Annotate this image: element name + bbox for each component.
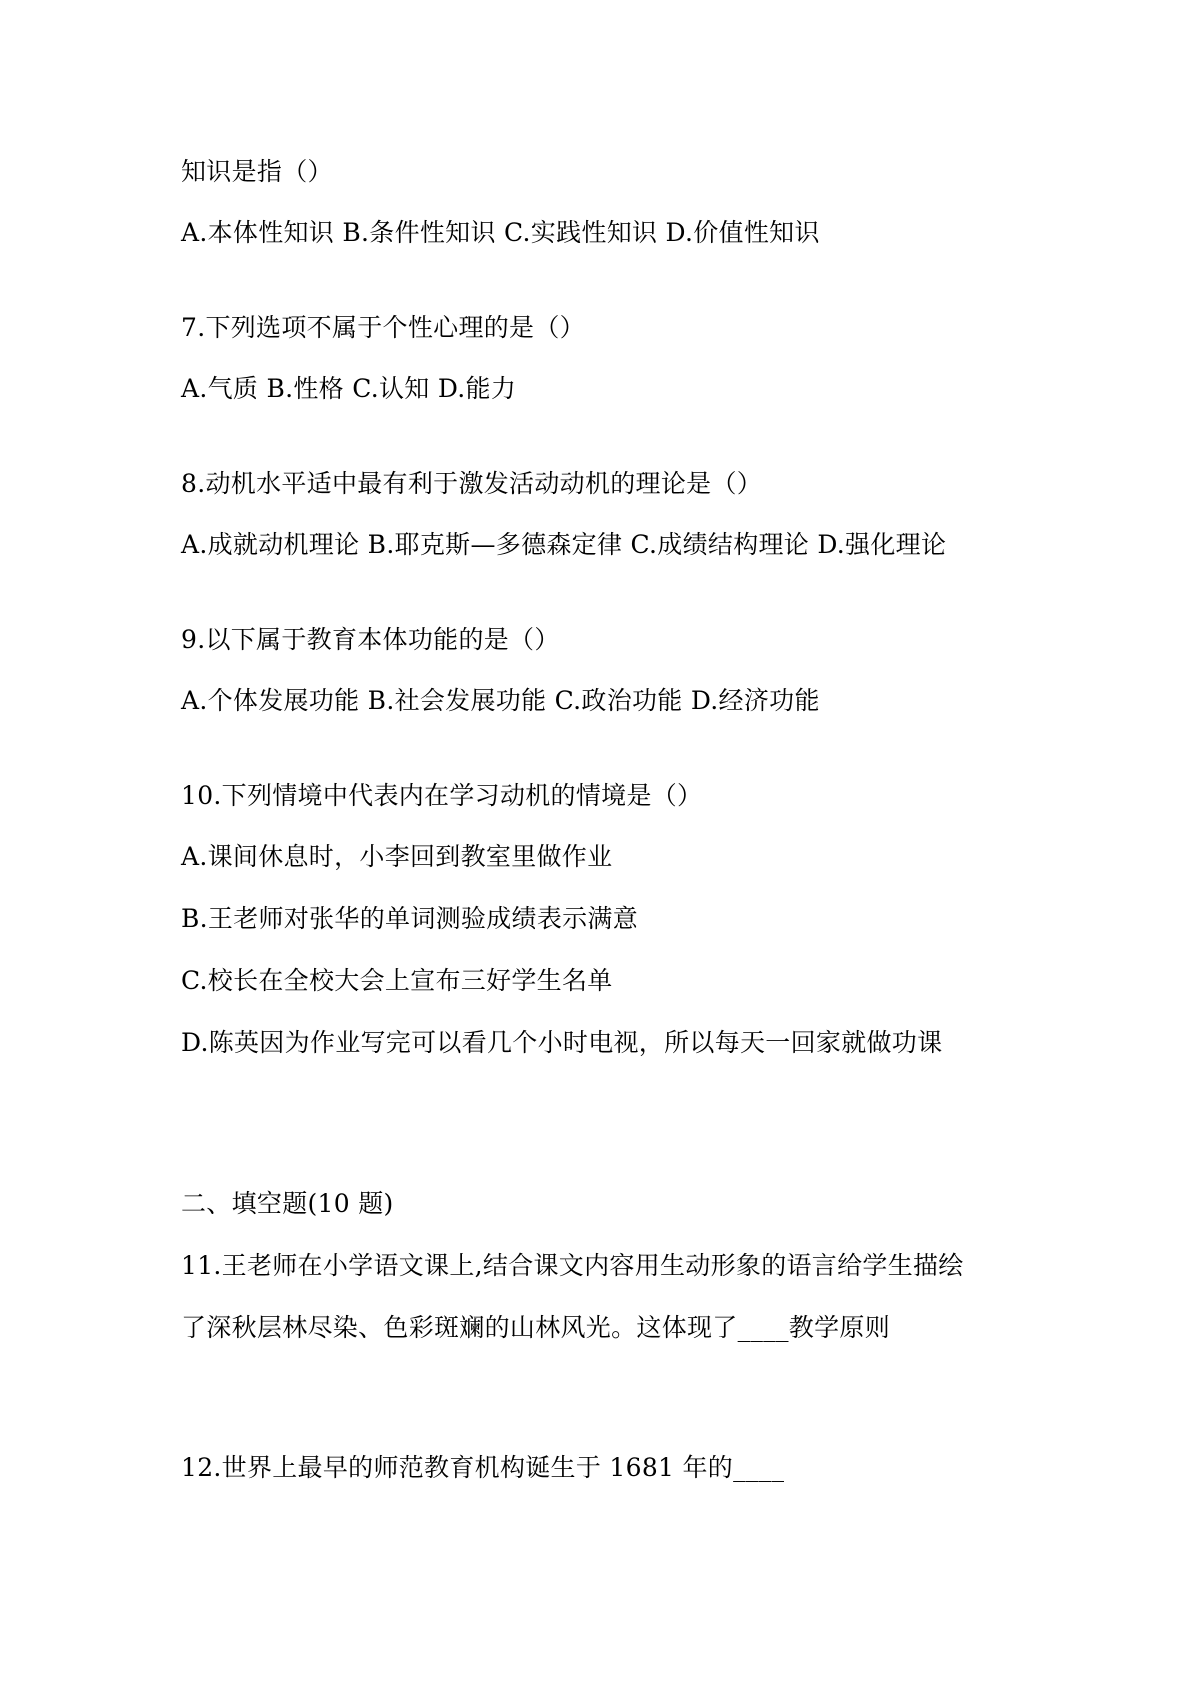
q11-line-2: 了深秋层林尽染、色彩斑斓的山林风光。这体现了____教学原则: [181, 1313, 891, 1342]
q10-option-c: C.校长在全校大会上宣布三好学生名单: [181, 966, 613, 995]
q10-option-d: D.陈英因为作业写完可以看几个小时电视，所以每天一回家就做功课: [181, 1028, 943, 1057]
q9-stem: 9.以下属于教育本体功能的是（）: [181, 625, 560, 654]
section-heading-fill-in: 二、填空题(10 题): [181, 1189, 394, 1218]
q6-stem-end: 知识是指（）: [181, 157, 333, 186]
q10-stem: 10.下列情境中代表内在学习动机的情境是（）: [181, 781, 703, 810]
q9-options: A.个体发展功能 B.社会发展功能 C.政治功能 D.经济功能: [181, 686, 820, 715]
q7-stem: 7.下列选项不属于个性心理的是（）: [181, 313, 585, 342]
q8-options: A.成就动机理论 B.耶克斯—多德森定律 C.成绩结构理论 D.强化理论: [181, 530, 947, 559]
q10-option-a: A.课间休息时，小李回到教室里做作业: [181, 842, 613, 871]
q11-line-1: 11.王老师在小学语文课上,结合课文内容用生动形象的语言给学生描绘: [181, 1251, 964, 1280]
q6-options: A.本体性知识 B.条件性知识 C.实践性知识 D.价值性知识: [181, 218, 820, 247]
q12-stem: 12.世界上最早的师范教育机构诞生于 1681 年的____: [181, 1453, 785, 1482]
q10-option-b: B.王老师对张华的单词测验成绩表示满意: [181, 904, 639, 933]
q8-stem: 8.动机水平适中最有利于激发活动动机的理论是（）: [181, 469, 763, 498]
q7-options: A.气质 B.性格 C.认知 D.能力: [181, 374, 517, 403]
